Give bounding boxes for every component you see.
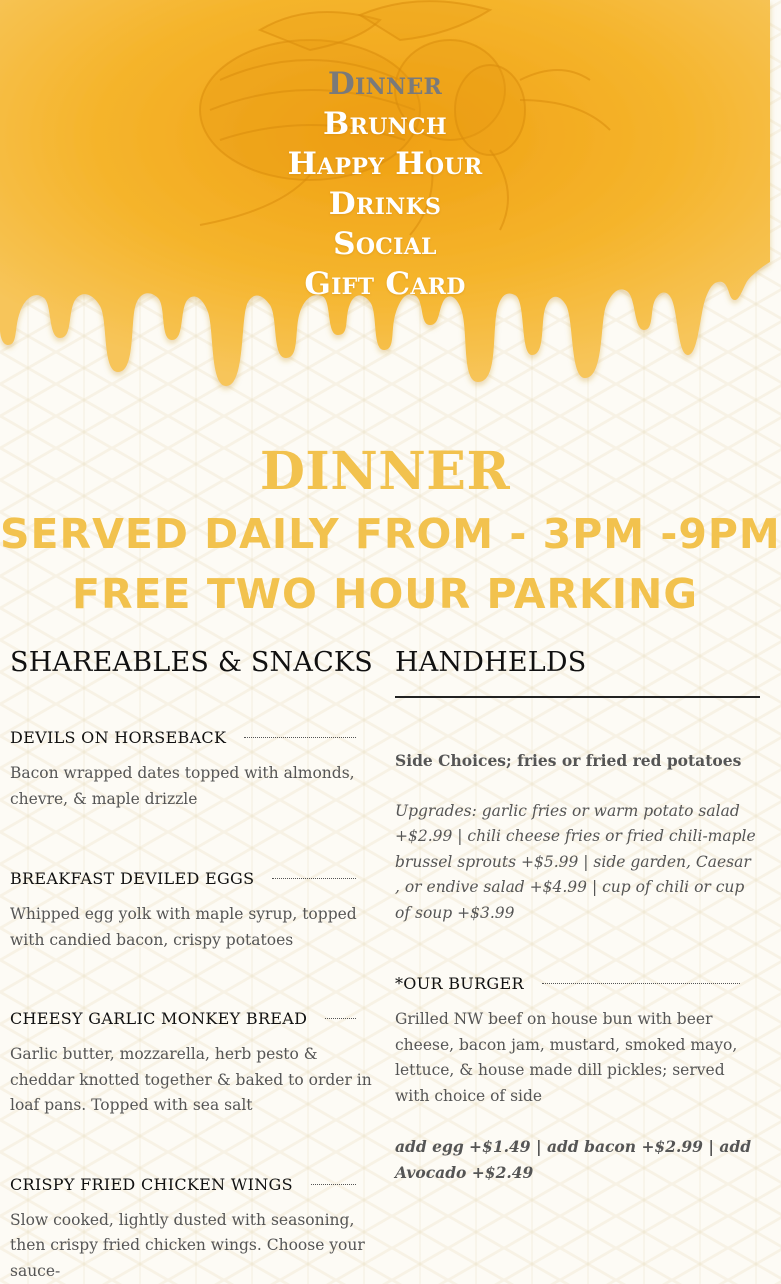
page-title: DINNER	[0, 440, 770, 504]
item-description: Garlic butter, mozzarella, herb pesto & cheddar knotted together & baked to order in loaf pans. Topped with sea salt	[10, 1042, 376, 1119]
item-name: CRISPY FRIED CHICKEN WINGS	[10, 1175, 293, 1194]
item-description: Grilled NW beef on house bun with beer cheese, bacon jam, mustard, smoked mayo, lettuce, & house made dill pickles; served with choice of side	[395, 1007, 760, 1109]
nav-brunch[interactable]: Brunch	[323, 104, 447, 144]
item-description: Slow cooked, lightly dusted with seasoning, then crispy fried chicken wings. Choose your sauce-	[10, 1208, 376, 1284]
item-name: BREAKFAST DEVILED EGGS	[10, 869, 254, 888]
side-choices: Side Choices; fries or fried red potatoes	[395, 748, 760, 774]
dotted-leader	[244, 737, 356, 738]
dotted-leader	[272, 878, 356, 879]
section-heading: SHAREABLES & SNACKS	[10, 640, 376, 686]
section-divider	[395, 696, 760, 698]
nav-dinner[interactable]: Dinner	[328, 64, 442, 104]
item-name: *OUR BURGER	[395, 974, 524, 993]
dotted-leader	[325, 1018, 356, 1019]
upgrades-note: Upgrades: garlic fries or warm potato salad +$2.99 | chili cheese fries or fried chili-maple brussel sprouts +$5.99 | side garden, Caesar , or endive salad +$4.99 | cup of chili or cup of soup +$3.99	[395, 799, 760, 927]
menu-item	[10, 1175, 376, 1284]
menu-item	[395, 974, 760, 1185]
item-description: Bacon wrapped dates topped with almonds, chevre, & maple drizzle	[10, 761, 376, 812]
section-heading: HANDHELDS	[395, 640, 760, 686]
item-addons: add egg +$1.49 | add bacon +$2.99 | add Avocado +$2.49	[395, 1134, 760, 1185]
menu-title-block	[0, 440, 770, 624]
menu-item	[10, 1009, 376, 1119]
shareables-section	[10, 640, 376, 1284]
item-name: DEVILS ON HORSEBACK	[10, 728, 226, 747]
nav-gift-card[interactable]: Gift Card	[304, 264, 465, 304]
menu-item	[10, 728, 376, 812]
item-description: Whipped egg yolk with maple syrup, topped with candied bacon, crispy potatoes	[10, 902, 376, 953]
item-name: CHEESY GARLIC MONKEY BREAD	[10, 1009, 307, 1028]
nav-drinks[interactable]: Drinks	[329, 184, 441, 224]
handhelds-section	[395, 640, 760, 1185]
dotted-leader	[311, 1184, 356, 1185]
main-nav	[0, 64, 770, 304]
service-hours: SERVED DAILY FROM - 3PM -9PM	[0, 504, 770, 564]
menu-item	[10, 869, 376, 953]
nav-happy-hour[interactable]: Happy Hour	[288, 144, 483, 184]
hero-header	[0, 0, 770, 395]
nav-social[interactable]: Social	[333, 224, 437, 264]
dotted-leader	[542, 983, 740, 984]
parking-note: FREE TWO HOUR PARKING	[0, 564, 770, 624]
